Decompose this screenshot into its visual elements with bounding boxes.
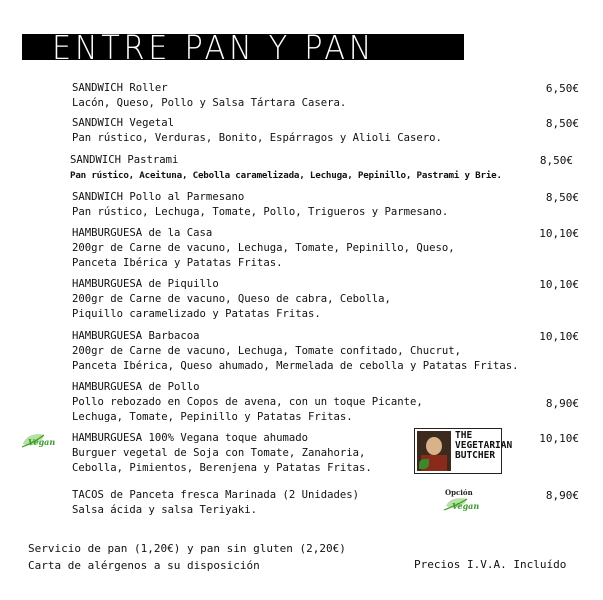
item-description: Cebolla, Pimientos, Berenjena y Patatas Fritas. — [72, 462, 372, 474]
item-price: 10,10€ — [539, 278, 579, 291]
item-description: Panceta Ibérica y Patatas Fritas. — [72, 257, 283, 269]
vegan-option-text: Vegan — [452, 501, 480, 511]
vegan-label: Vegan — [28, 437, 56, 447]
item-name: HAMBURGUESA Barbacoa — [72, 330, 200, 342]
bread-note: Servicio de pan (1,20€) y pan sin gluten (2,20€) — [28, 542, 346, 555]
vegetarian-butcher-logo-icon — [414, 428, 513, 474]
item-price: 6,50€ — [545, 82, 579, 95]
menu-item — [72, 226, 582, 271]
butcher-illustration — [417, 431, 451, 471]
item-description: Pan rústico, Verduras, Bonito, Espárragos y Alioli Casero. — [72, 132, 442, 144]
item-description: Lacón, Queso, Pollo y Salsa Tártara Casera. — [72, 97, 347, 109]
menu-item — [72, 380, 582, 425]
item-price: 8,90€ — [545, 489, 579, 502]
vegan-option-label: Opción — [445, 488, 473, 497]
menu-item — [72, 329, 582, 374]
section-title: ENTRE PAN Y PAN — [52, 34, 376, 60]
item-name: HAMBURGUESA de la Casa — [72, 227, 213, 239]
item-price: 10,10€ — [539, 227, 579, 240]
vat-note: Precios I.V.A. Incluído — [414, 558, 567, 571]
item-name: HAMBURGUESA 100% Vegana toque ahumado — [72, 432, 308, 444]
section-header-bar — [22, 34, 464, 60]
item-description: Pan rústico, Aceituna, Cebolla caramelizada, Lechuga, Pepinillo, Pastrami y Brie. — [70, 170, 502, 181]
menu-item — [72, 81, 582, 111]
item-price: 10,10€ — [539, 330, 579, 343]
menu-item — [70, 153, 590, 183]
item-description: 200gr de Carne de vacuno, Lechuga, Tomate, Pepinillo, Queso, — [72, 242, 455, 254]
item-description: Pan rústico, Lechuga, Tomate, Pollo, Trigueros y Parmesano. — [72, 206, 449, 218]
item-description: 200gr de Carne de vacuno, Queso de cabra, Cebolla, — [72, 293, 391, 305]
item-name: HAMBURGUESA de Pollo — [72, 381, 200, 393]
item-name: TACOS de Panceta fresca Marinada (2 Unidades) — [72, 489, 360, 501]
menu-item — [72, 488, 582, 518]
item-price: 8,50€ — [545, 117, 579, 130]
item-description: Panceta Ibérica, Queso ahumado, Mermelada de cebolla y Patatas Fritas. — [72, 360, 519, 372]
item-price: 8,50€ — [539, 154, 573, 167]
item-description: 200gr de Carne de vacuno, Lechuga, Tomate confitado, Chucrut, — [72, 345, 462, 357]
vegan-leaf-icon — [20, 432, 56, 452]
item-description: Burguer vegetal de Soja con Tomate, Zanahoria, — [72, 447, 366, 459]
menu-item — [72, 190, 582, 220]
allergen-note: Carta de alérgenos a su disposición — [28, 559, 260, 572]
menu-item — [72, 431, 582, 476]
brand-logo-text: THE VEGETARIAN BUTCHER — [455, 430, 513, 461]
item-name: HAMBURGUESA de Piquillo — [72, 278, 219, 290]
vegan-option-badge — [440, 488, 480, 514]
item-name: SANDWICH Roller — [72, 82, 168, 94]
item-price: 8,50€ — [545, 191, 579, 204]
item-name: SANDWICH Pastrami — [70, 154, 179, 166]
item-price: 10,10€ — [539, 432, 579, 445]
item-description: Salsa ácida y salsa Teriyaki. — [72, 504, 257, 516]
item-name: SANDWICH Pollo al Parmesano — [72, 191, 245, 203]
menu-item — [72, 116, 582, 146]
menu-item — [72, 277, 582, 322]
item-description: Pollo rebozado en Copos de avena, con un toque Picante, — [72, 396, 423, 408]
item-description: Piquillo caramelizado y Patatas Fritas. — [72, 308, 321, 320]
item-description: Lechuga, Tomate, Pepinillo y Patatas Fritas. — [72, 411, 353, 423]
item-price: 8,90€ — [545, 397, 579, 410]
item-name: SANDWICH Vegetal — [72, 117, 175, 129]
